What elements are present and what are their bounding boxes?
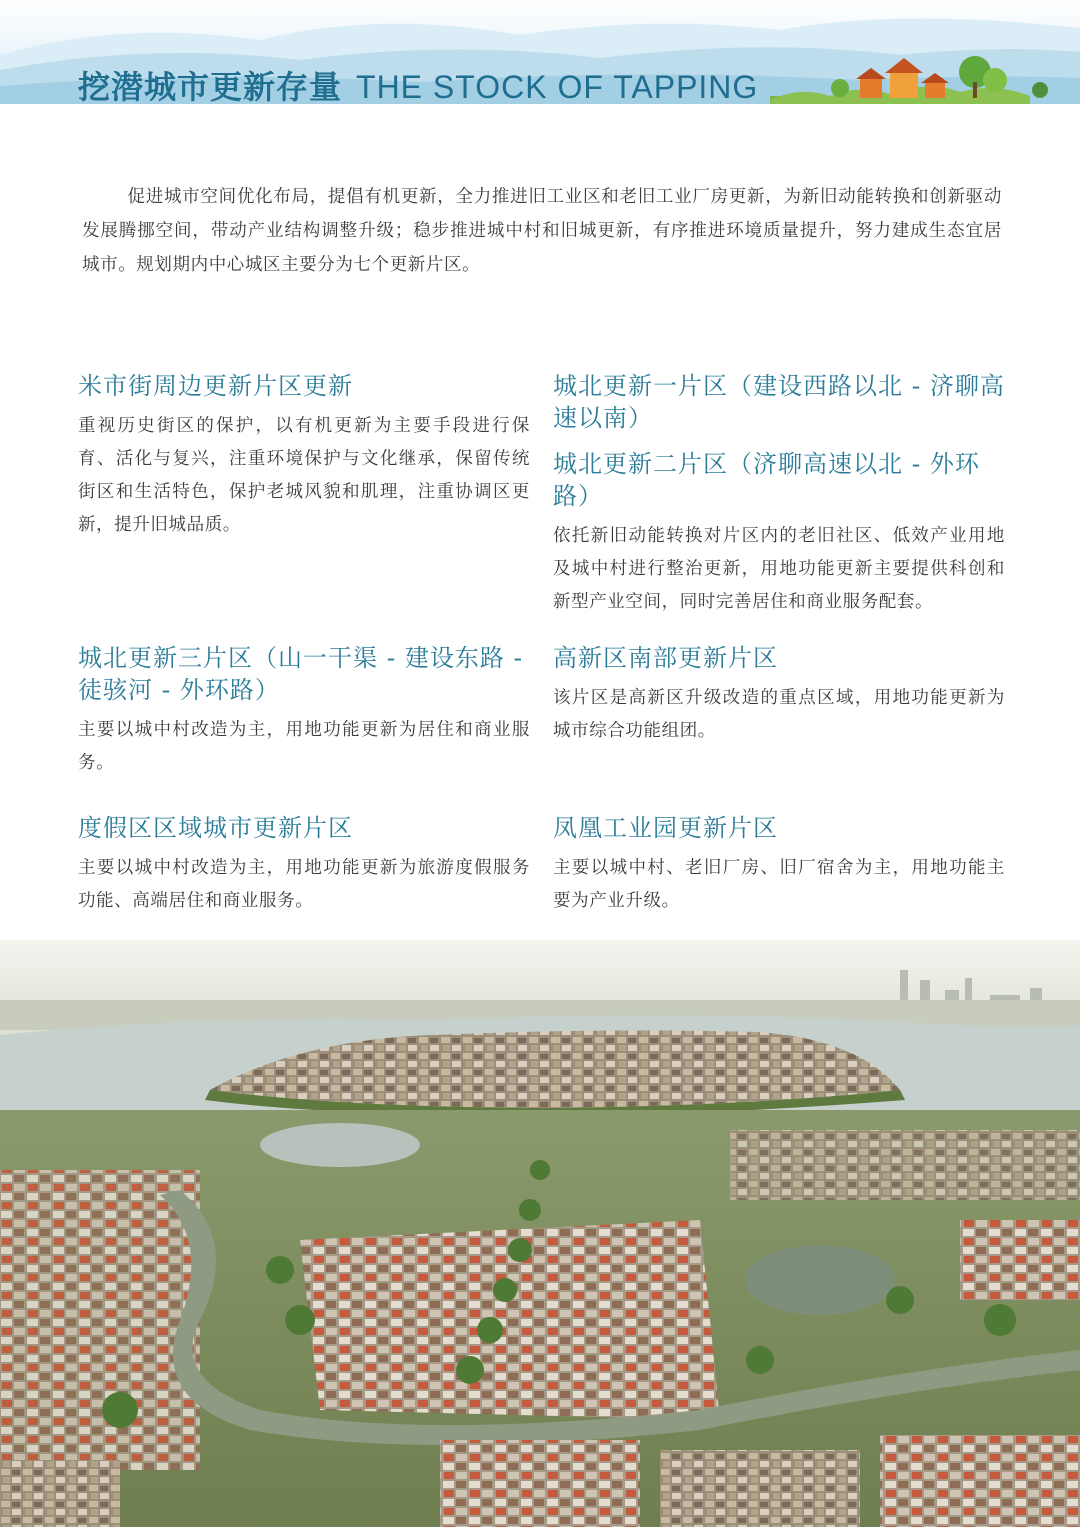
section-title: 米市街周边更新片区更新 xyxy=(78,372,353,400)
intro-paragraph xyxy=(82,180,1002,282)
section-title: 城北更新三片区（山一干渠 - 建设东路 - 徒骇河 - 外环路） xyxy=(78,644,524,704)
section-body: 该片区是高新区升级改造的重点区域，用地功能更新为城市综合功能组团。 xyxy=(553,688,1005,741)
page-title-cn: 挖潜城市更新存量 xyxy=(78,68,343,104)
section-title: 城北更新一片区（建设西路以北 - 济聊高速以南） xyxy=(553,372,1005,432)
section-title: 度假区区域城市更新片区 xyxy=(78,814,353,842)
page-title xyxy=(78,62,758,104)
section-chengbei-1-2 xyxy=(553,370,1005,619)
section-fenghuang xyxy=(553,812,1005,918)
aerial-city-photo xyxy=(0,940,1080,1527)
aerial-city-illustration xyxy=(0,940,1080,1527)
page-title-en: THE STOCK OF TAPPING xyxy=(356,69,759,104)
section-title: 高新区南部更新片区 xyxy=(553,644,778,672)
section-title: 凤凰工业园更新片区 xyxy=(553,814,778,842)
section-chengbei-3 xyxy=(78,642,530,780)
section-body: 主要以城中村、老旧厂房、旧厂宿舍为主，用地功能主要为产业升级。 xyxy=(553,858,1005,911)
header-banner xyxy=(0,0,1080,104)
section-mishijie xyxy=(78,370,530,542)
intro-text: 促进城市空间优化布局，提倡有机更新，全力推进旧工业区和老旧工业厂房更新，为新旧动能转换和创新驱动发展腾挪空间，带动产业结构调整升级；稳步推进城中村和旧城更新，有序推进环境质量提升，努力建成生态宜居城市。规划期内中心城区主要分为七个更新片区。 xyxy=(82,187,1002,275)
section-dujiaqu xyxy=(78,812,530,918)
section-body: 主要以城中村改造为主，用地功能更新为居住和商业服务。 xyxy=(78,720,530,773)
section-title-secondary: 城北更新二片区（济聊高速以北 - 外环路） xyxy=(553,450,980,510)
section-body: 依托新旧动能转换对片区内的老旧社区、低效产业用地及城中村进行整治更新，用地功能更新主要提供科创和新型产业空间，同时完善居住和商业服务配套。 xyxy=(553,526,1005,612)
section-body: 重视历史街区的保护，以有机更新为主要手段进行保育、活化与复兴，注重环境保护与文化继承，保留传统街区和生活特色，保护老城风貌和肌理，注重协调区更新，提升旧城品质。 xyxy=(78,416,530,535)
section-gaoxin-south xyxy=(553,642,1005,748)
section-body: 主要以城中村改造为主，用地功能更新为旅游度假服务功能、高端居住和商业服务。 xyxy=(78,858,530,911)
